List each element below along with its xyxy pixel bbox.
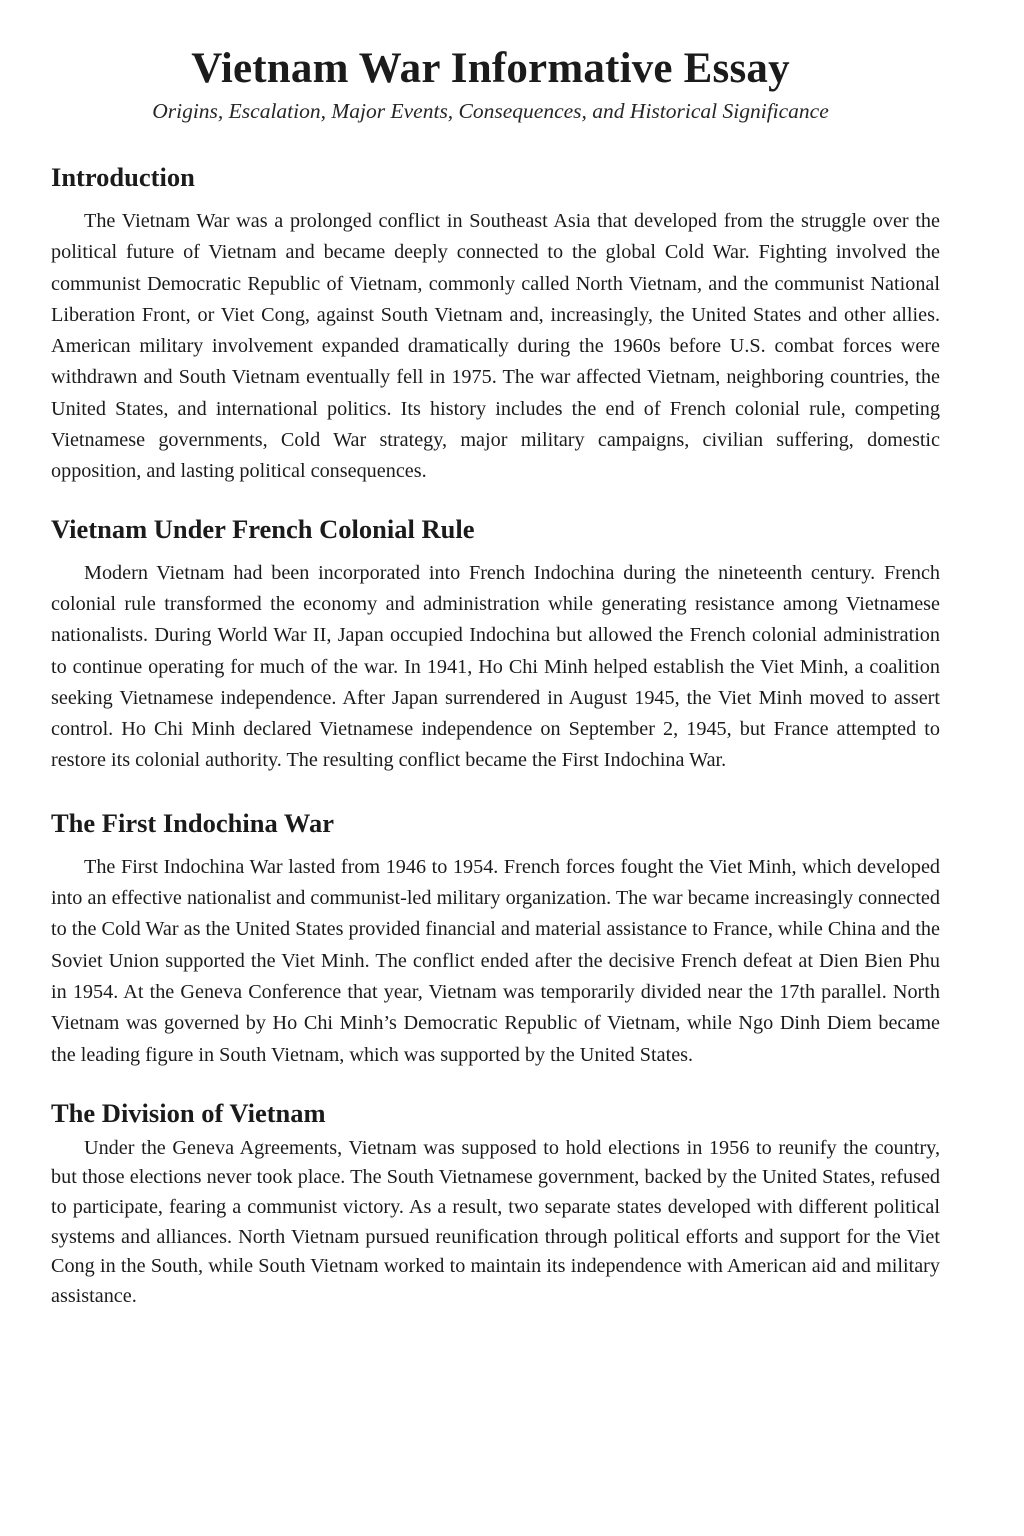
- document-subtitle: Origins, Escalation, Major Events, Consequences, and Historical Significance: [152, 99, 829, 123]
- section-paragraph-introduction: The Vietnam War was a prolonged conflict in Southeast Asia that developed from the struggle over the political future of Vietnam and became deeply connected to the global Cold War. Fighting involved the communist Democratic Republic of Vietnam, commonly called North Vietnam, and the communist National Liberation Front, or Viet Cong, against South Vietnam and, increasingly, the United States and other allies. American military involvement expanded dramatically during the 1960s before U.S. combat forces were withdrawn and South Vietnam eventually fell in 1975. The war affected Vietnam, neighboring countries, the United States, and international politics. Its history includes the end of French colonial rule, competing Vietnamese governments, Cold War strategy, major military campaigns, civilian suffering, domestic opposition, and lasting political consequences.: [51, 210, 940, 483]
- section-heading-division-of-vietnam: The Division of Vietnam: [51, 1097, 326, 1128]
- section-heading-introduction: Introduction: [51, 162, 195, 192]
- section-paragraph-french-colonial-rule: Modern Vietnam had been incorporated into French Indochina during the nineteenth century. French colonial rule transformed the economy and administration while generating resistance among Vietnamese nationalists. During World War II, Japan occupied Indochina but allowed the French colonial administration to continue operating for much of the war. In 1941, Ho Chi Minh helped establish the Viet Minh, a coalition seeking Vietnamese independence. After Japan surrendered in August 1945, the Viet Minh moved to assert control. Ho Chi Minh declared Vietnamese independence on September 2, 1945, but France attempted to restore its colonial authority. The resulting conflict became the First Indochina War.: [51, 561, 940, 772]
- section-paragraph-division-of-vietnam: Under the Geneva Agreements, Vietnam was supposed to hold elections in 1956 to reunify the country, but those elections never took place. The South Vietnamese government, backed by the United States, refused to participate, fearing a communist victory. As a result, two separate states developed with different political systems and alliances. North Vietnam pursued reunification through political efforts and support for the Viet Cong in the South, while South Vietnam worked to maintain its independence with American aid and military assistance.: [51, 1136, 940, 1307]
- section-heading-french-colonial-rule: Vietnam Under French Colonial Rule: [51, 513, 475, 544]
- document-title: Vietnam War Informative Essay: [191, 45, 790, 92]
- section-heading-first-indochina-war: The First Indochina War: [51, 807, 334, 838]
- section-paragraph-first-indochina-war: The First Indochina War lasted from 1946 to 1954. French forces fought the Viet Minh, which developed into an effective nationalist and communist-led military organization. The war became increasingly connected to the Cold War as the United States provided financial and material assistance to France, while China and the Soviet Union supported the Viet Minh. The conflict ended after the decisive French defeat at Dien Bien Phu in 1954. At the Geneva Conference that year, Vietnam was temporarily divided near the 17th parallel. North Vietnam was governed by Ho Chi Minh’s Democratic Republic of Vietnam, while Ngo Dinh Diem became the leading figure in South Vietnam, which was supported by the United States.: [51, 855, 940, 1066]
